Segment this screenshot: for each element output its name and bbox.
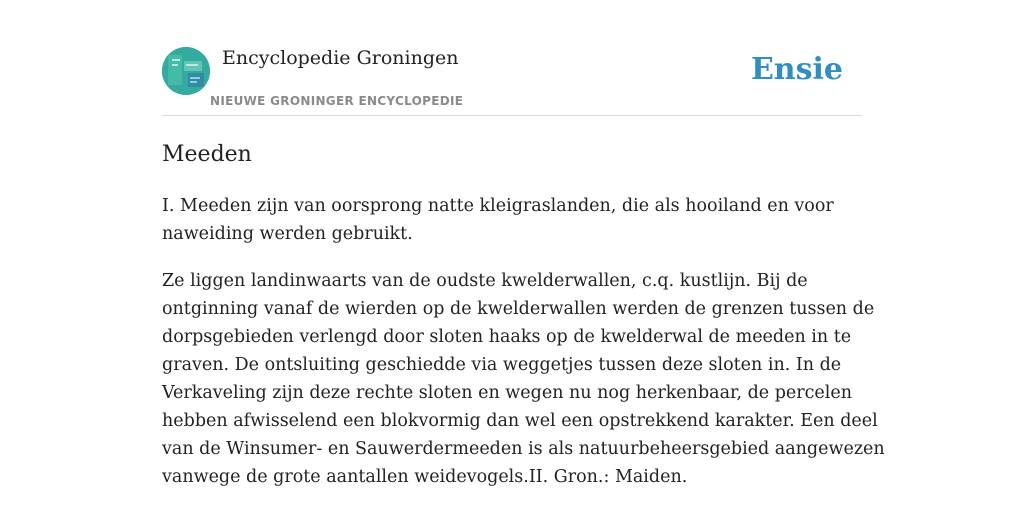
paragraph-line: van de Winsumer- en Sauwerdermeeden is als natuurbeheersgebied aangewezen — [162, 439, 885, 459]
paragraph-line: Ze liggen landinwaarts van de oudste kwelderwallen, c.q. kustlijn. Bij de — [162, 271, 808, 291]
encyclopedia-logo-icon[interactable] — [162, 47, 210, 95]
ensie-brand-logo[interactable]: Ensie — [750, 52, 843, 87]
site-title[interactable]: Encyclopedie Groningen — [222, 47, 459, 69]
paragraph-line: Verkaveling zijn deze rechte sloten en wegen nu nog herkenbaar, de percelen — [162, 383, 853, 403]
article-paragraph-1 — [162, 192, 862, 248]
paragraph-line: ontginning vanaf de wierden op de kwelderwallen werden de grenzen tussen de — [162, 299, 875, 319]
paragraph-line: hebben afwisselend een blokvormig dan wel een opstrekkend karakter. Een deel — [162, 411, 878, 431]
logo-graphic — [162, 47, 210, 95]
site-subtitle: NIEUWE GRONINGER ENCYCLOPEDIE — [210, 94, 464, 108]
article-paragraph-2 — [162, 267, 885, 491]
paragraph-line: dorpsgebieden verlengd door sloten haaks op de kwelderwal de meeden in te — [162, 327, 852, 347]
article-title: Meeden — [162, 142, 252, 167]
paragraph-line: graven. De ontsluiting geschiedde via weggetjes tussen deze sloten in. In de — [162, 355, 842, 375]
paragraph-line: naweiding werden gebruikt. — [162, 224, 413, 244]
paragraph-line: I. Meeden zijn van oorsprong natte kleigraslanden, die als hooiland en voor — [162, 196, 834, 216]
paragraph-line: vanwege de grote aantallen weidevogels.II. Gron.: Maiden. — [162, 467, 688, 487]
header-divider — [162, 115, 862, 116]
